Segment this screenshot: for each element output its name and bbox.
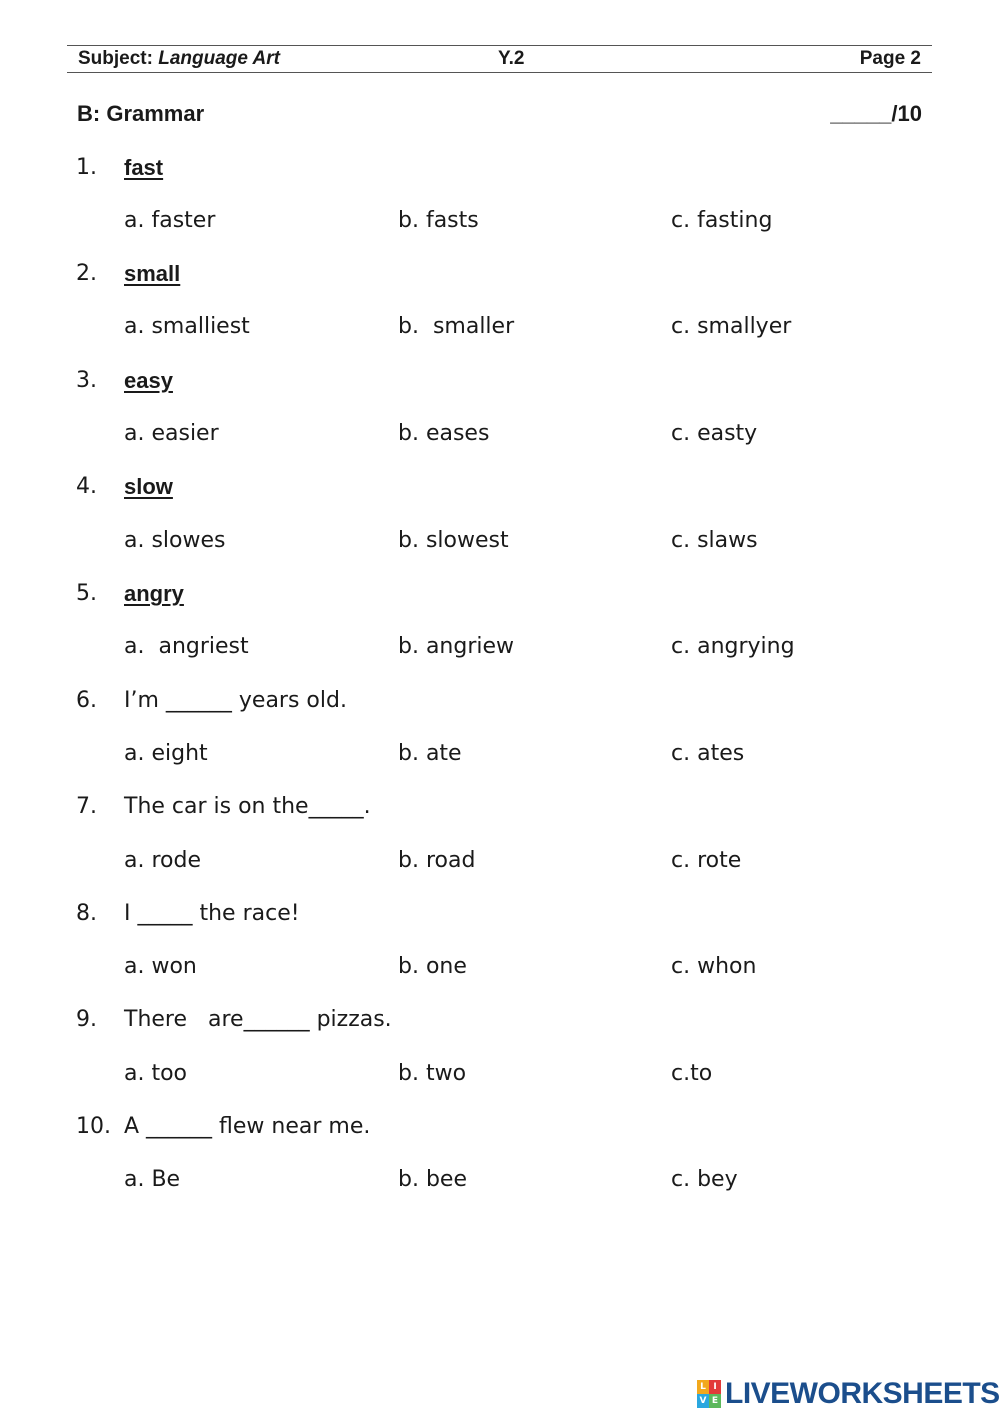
question-number: 6. bbox=[76, 688, 97, 713]
question-2 bbox=[0, 261, 1000, 291]
question-5 bbox=[0, 581, 1000, 611]
options-3 bbox=[0, 421, 1000, 451]
question-7 bbox=[0, 794, 1000, 824]
question-word: small bbox=[124, 261, 181, 286]
option-b[interactable]: b. bee bbox=[398, 1167, 467, 1192]
question-number: 7. bbox=[76, 794, 97, 819]
logo-mark-cell: I bbox=[709, 1380, 721, 1394]
page-header bbox=[67, 45, 932, 73]
option-b[interactable]: b. one bbox=[398, 954, 467, 979]
question-word: slow bbox=[124, 474, 173, 499]
option-c[interactable]: c. fasting bbox=[671, 208, 773, 233]
option-a[interactable]: a. won bbox=[124, 954, 197, 979]
option-b[interactable]: b. fasts bbox=[398, 208, 479, 233]
question-8 bbox=[0, 901, 1000, 931]
option-c[interactable]: c. angrying bbox=[671, 634, 795, 659]
page-number: Page 2 bbox=[859, 48, 921, 69]
options-7 bbox=[0, 848, 1000, 878]
question-10 bbox=[0, 1114, 1000, 1144]
option-b[interactable]: b. two bbox=[398, 1061, 467, 1086]
question-text: There are______ pizzas. bbox=[124, 1007, 392, 1032]
logo-mark-cell: E bbox=[709, 1394, 721, 1408]
liveworksheets-logo[interactable] bbox=[697, 1376, 1000, 1412]
logo-mark-icon bbox=[697, 1380, 721, 1408]
option-c[interactable]: c. smallyer bbox=[671, 314, 792, 339]
question-number: 8. bbox=[76, 901, 97, 926]
question-word: fast bbox=[124, 155, 164, 180]
option-c[interactable]: c. rote bbox=[671, 848, 742, 873]
options-1 bbox=[0, 208, 1000, 238]
question-number: 9. bbox=[76, 1007, 97, 1032]
option-c[interactable]: c.to bbox=[671, 1061, 713, 1086]
question-text: The car is on the_____. bbox=[124, 794, 371, 819]
question-word: angry bbox=[124, 581, 184, 606]
option-a[interactable]: a. smalliest bbox=[124, 314, 250, 339]
option-b[interactable]: b. angriew bbox=[398, 634, 515, 659]
options-4 bbox=[0, 528, 1000, 558]
question-3 bbox=[0, 368, 1000, 398]
options-8 bbox=[0, 954, 1000, 984]
section-title: B: Grammar bbox=[77, 101, 205, 126]
option-c[interactable]: c. easty bbox=[671, 421, 758, 446]
question-4 bbox=[0, 474, 1000, 504]
option-b[interactable]: b. road bbox=[398, 848, 476, 873]
options-6 bbox=[0, 741, 1000, 771]
option-b[interactable]: b. smaller bbox=[398, 314, 515, 339]
options-2 bbox=[0, 314, 1000, 344]
options-9 bbox=[0, 1061, 1000, 1091]
question-number: 10. bbox=[76, 1114, 111, 1139]
question-1 bbox=[0, 155, 1000, 185]
question-text: I’m ______ years old. bbox=[124, 688, 347, 713]
option-a[interactable]: a. rode bbox=[124, 848, 201, 873]
question-9 bbox=[0, 1007, 1000, 1037]
option-c[interactable]: c. ates bbox=[671, 741, 745, 766]
option-b[interactable]: b. slowest bbox=[398, 528, 509, 553]
question-6 bbox=[0, 688, 1000, 718]
score-blank: _____/10 bbox=[830, 101, 922, 126]
question-word: easy bbox=[124, 368, 173, 393]
option-b[interactable]: b. ate bbox=[398, 741, 462, 766]
option-a[interactable]: a. eight bbox=[124, 741, 208, 766]
logo-mark-cell: V bbox=[697, 1394, 709, 1408]
options-10 bbox=[0, 1167, 1000, 1197]
question-number: 5. bbox=[76, 581, 97, 606]
subject-value: Language Art bbox=[158, 48, 280, 69]
question-text: I _____ the race! bbox=[124, 901, 300, 926]
logo-mark-cell: L bbox=[697, 1380, 709, 1394]
question-number: 1. bbox=[76, 155, 97, 180]
option-a[interactable]: a. angriest bbox=[124, 634, 249, 659]
option-c[interactable]: c. whon bbox=[671, 954, 757, 979]
year-label: Y.2 bbox=[498, 48, 525, 69]
option-a[interactable]: a. slowes bbox=[124, 528, 226, 553]
option-b[interactable]: b. eases bbox=[398, 421, 490, 446]
option-c[interactable]: c. bey bbox=[671, 1167, 738, 1192]
subject-label: Subject: Language Art bbox=[78, 48, 280, 69]
question-number: 2. bbox=[76, 261, 97, 286]
options-5 bbox=[0, 634, 1000, 664]
option-a[interactable]: a. too bbox=[124, 1061, 188, 1086]
question-text: A ______ flew near me. bbox=[124, 1114, 371, 1139]
option-a[interactable]: a. Be bbox=[124, 1167, 181, 1192]
logo-text: LIVEWORKSHEETS bbox=[725, 1377, 1000, 1410]
option-a[interactable]: a. faster bbox=[124, 208, 216, 233]
option-a[interactable]: a. easier bbox=[124, 421, 219, 446]
question-number: 3. bbox=[76, 368, 97, 393]
option-c[interactable]: c. slaws bbox=[671, 528, 758, 553]
question-number: 4. bbox=[76, 474, 97, 499]
